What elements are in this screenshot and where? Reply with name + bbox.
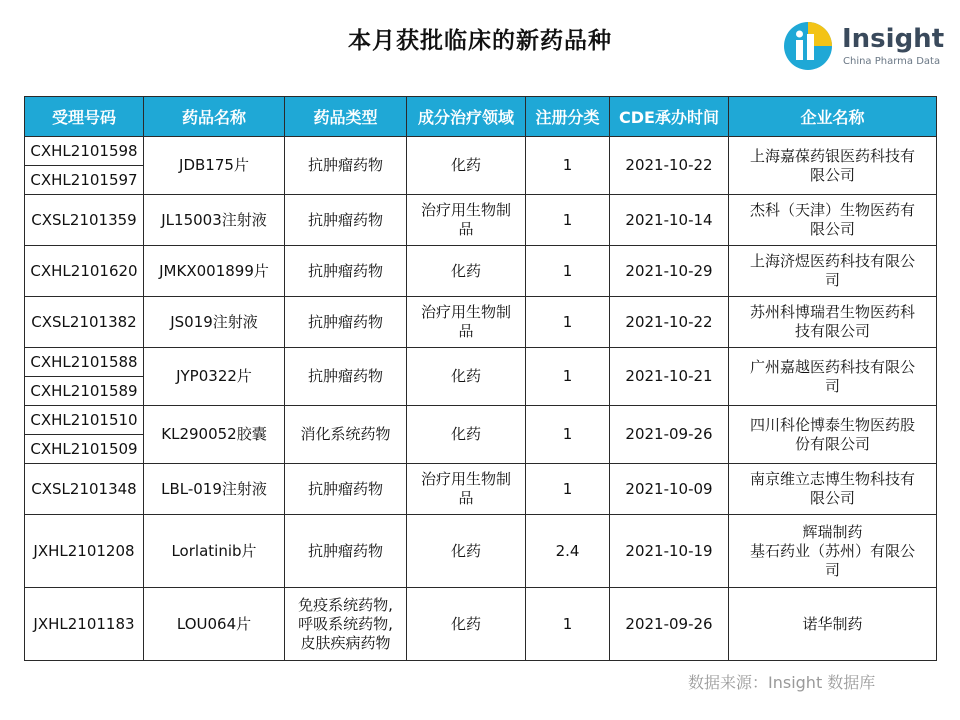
- drug-type-cell: [285, 515, 407, 588]
- cde-date-cell: 2021-10-29: [610, 246, 729, 297]
- drug-type-cell-line: 抗肿瘤药物: [307, 261, 383, 280]
- company-name-cell-line: 技有限公司: [794, 322, 870, 340]
- drug-name-cell: JS019注射液: [144, 297, 285, 348]
- table-row: [25, 464, 937, 515]
- company-name-cell: [729, 515, 937, 588]
- company-name-cell: [729, 195, 937, 246]
- column-header: 药品类型: [285, 97, 407, 137]
- therapeutic-field-cell: [407, 406, 526, 464]
- therapeutic-field-cell-line: 治疗用生物制: [420, 303, 511, 321]
- data-source-note: 数据来源：Insight 数据库: [688, 673, 876, 692]
- company-name-cell-line: 杰科（天津）生物医药有: [749, 201, 915, 219]
- application-number-cell: CXSL2101382: [25, 297, 144, 348]
- therapeutic-field-cell-line: 化药: [450, 156, 481, 174]
- table-row: [25, 195, 937, 246]
- drug-type-cell-line: 抗肿瘤药物: [307, 156, 383, 174]
- application-number-cell: [25, 406, 144, 464]
- page-title: 本月获批临床的新药品种: [348, 28, 612, 54]
- table-row: [25, 515, 937, 588]
- column-header: CDE承办时间: [610, 97, 729, 137]
- table-row: [25, 406, 937, 464]
- application-number: CXHL2101509: [30, 440, 138, 458]
- table-row: [25, 137, 937, 195]
- insight-logo: [782, 18, 945, 72]
- company-name-cell-line: 司: [824, 271, 840, 289]
- application-number-cell: [25, 137, 144, 195]
- drug-type-cell-line: 抗肿瘤药物: [307, 479, 383, 498]
- drug-type-cell: [285, 297, 407, 348]
- registration-class-cell: 1: [526, 195, 610, 246]
- registration-class-cell: 1: [526, 246, 610, 297]
- drug-name-cell: Lorlatinib片: [144, 515, 285, 588]
- registration-class-cell: 2.4: [526, 515, 610, 588]
- application-number: CXHL2101597: [30, 171, 138, 189]
- drug-name-cell: JDB175片: [144, 137, 285, 195]
- drug-name-cell: LOU064片: [144, 588, 285, 661]
- application-number-cell: CXHL2101620: [25, 246, 144, 297]
- column-header: 注册分类: [526, 97, 610, 137]
- insight-logo-icon: [782, 20, 834, 72]
- registration-class-cell: 1: [526, 588, 610, 661]
- application-number-cell: JXHL2101183: [25, 588, 144, 661]
- drug-type-cell-line: 抗肿瘤药物: [307, 210, 383, 229]
- company-name-cell-line: 限公司: [809, 220, 855, 238]
- registration-class-cell: 1: [526, 137, 610, 195]
- therapeutic-field-cell: [407, 246, 526, 297]
- drug-type-cell-line: 抗肿瘤药物: [307, 541, 383, 560]
- drug-type-cell: [285, 588, 407, 661]
- drug-type-cell: [285, 464, 407, 515]
- company-name-cell-line: 辉瑞制药: [802, 522, 863, 541]
- column-header: 药品名称: [144, 97, 285, 137]
- cde-date-cell: 2021-10-09: [610, 464, 729, 515]
- drug-table: [24, 96, 937, 661]
- company-name-cell: [729, 297, 937, 348]
- company-name-cell-line: 限公司: [809, 165, 855, 184]
- therapeutic-field-cell: [407, 588, 526, 661]
- therapeutic-field-cell: [407, 348, 526, 406]
- application-number: CXHL2101588: [25, 348, 143, 377]
- application-number-cell: CXSL2101348: [25, 464, 144, 515]
- therapeutic-field-cell-line: 品: [458, 489, 474, 507]
- company-name-cell-line: 诺华制药: [802, 614, 863, 633]
- company-name-cell-line: 四川科伦博泰生物医药股: [749, 415, 915, 434]
- therapeutic-field-cell-line: 化药: [450, 367, 481, 385]
- drug-type-cell: [285, 246, 407, 297]
- therapeutic-field-cell: [407, 464, 526, 515]
- company-name-cell-line: 上海济煜医药科技有限公: [749, 252, 915, 270]
- company-name-cell: [729, 406, 937, 464]
- company-name-cell: [729, 348, 937, 406]
- drug-type-cell: [285, 195, 407, 246]
- application-number-cell: [25, 348, 144, 406]
- drug-type-cell-line: 呼吸系统药物,: [298, 614, 393, 633]
- drug-name-cell: KL290052胶囊: [144, 406, 285, 464]
- company-name-cell-line: 限公司: [809, 489, 855, 507]
- therapeutic-field-cell-line: 品: [458, 220, 474, 238]
- cde-date-cell: 2021-09-26: [610, 406, 729, 464]
- company-name-cell-line: 司: [824, 560, 840, 579]
- company-name-cell: [729, 588, 937, 661]
- table-row: [25, 348, 937, 406]
- company-name-cell-line: 司: [824, 376, 840, 395]
- cde-date-cell: 2021-10-14: [610, 195, 729, 246]
- therapeutic-field-cell-line: 化药: [450, 614, 481, 633]
- application-number: CXHL2101589: [30, 382, 138, 400]
- therapeutic-field-cell-line: 治疗用生物制: [420, 470, 511, 488]
- company-name-cell: [729, 246, 937, 297]
- drug-type-cell-line: 消化系统药物: [300, 425, 391, 443]
- therapeutic-field-cell: [407, 297, 526, 348]
- therapeutic-field-cell-line: 化药: [450, 261, 481, 280]
- application-number-cell: CXSL2101359: [25, 195, 144, 246]
- drug-name-cell: JL15003注射液: [144, 195, 285, 246]
- column-header: 成分治疗领域: [407, 97, 526, 137]
- cde-date-cell: 2021-10-22: [610, 137, 729, 195]
- application-number-cell: JXHL2101208: [25, 515, 144, 588]
- application-number: CXHL2101598: [25, 137, 143, 166]
- drug-type-cell: [285, 406, 407, 464]
- table-header-row: [25, 97, 937, 137]
- company-name-cell-line: 上海嘉葆药银医药科技有: [749, 146, 915, 165]
- registration-class-cell: 1: [526, 297, 610, 348]
- company-name-cell-line: 广州嘉越医药科技有限公: [749, 357, 915, 376]
- drug-type-cell-line: 免疫系统药物,: [298, 595, 393, 614]
- logo-name: Insight: [842, 24, 945, 54]
- logo-subtitle: China Pharma Data: [843, 56, 941, 67]
- company-name-cell-line: 南京维立志博生物科技有: [749, 470, 915, 488]
- drug-name-cell: LBL-019注射液: [144, 464, 285, 515]
- drug-name-cell: JMKX001899片: [144, 246, 285, 297]
- company-name-cell: [729, 137, 937, 195]
- therapeutic-field-cell: [407, 195, 526, 246]
- drug-type-cell: [285, 137, 407, 195]
- company-name-cell-line: 基石药业（苏州）有限公: [749, 541, 915, 560]
- cde-date-cell: 2021-10-21: [610, 348, 729, 406]
- drug-type-cell-line: 皮肤疾病药物: [300, 633, 391, 652]
- table-row: [25, 588, 937, 661]
- table-row: [25, 297, 937, 348]
- table-row: [25, 246, 937, 297]
- therapeutic-field-cell: [407, 515, 526, 588]
- cde-date-cell: 2021-10-22: [610, 297, 729, 348]
- drug-name-cell: JYP0322片: [144, 348, 285, 406]
- company-name-cell: [729, 464, 937, 515]
- company-name-cell-line: 份有限公司: [794, 434, 870, 453]
- drug-type-cell-line: 抗肿瘤药物: [307, 367, 383, 385]
- therapeutic-field-cell-line: 品: [458, 322, 474, 340]
- drug-type-cell: [285, 348, 407, 406]
- therapeutic-field-cell: [407, 137, 526, 195]
- column-header: 受理号码: [25, 97, 144, 137]
- registration-class-cell: 1: [526, 406, 610, 464]
- application-number: CXHL2101510: [25, 406, 143, 435]
- registration-class-cell: 1: [526, 348, 610, 406]
- column-header: 企业名称: [729, 97, 937, 137]
- therapeutic-field-cell-line: 治疗用生物制: [420, 201, 511, 219]
- therapeutic-field-cell-line: 化药: [450, 541, 481, 560]
- cde-date-cell: 2021-10-19: [610, 515, 729, 588]
- cde-date-cell: 2021-09-26: [610, 588, 729, 661]
- company-name-cell-line: 苏州科博瑞君生物医药科: [749, 303, 915, 321]
- therapeutic-field-cell-line: 化药: [450, 425, 481, 443]
- registration-class-cell: 1: [526, 464, 610, 515]
- drug-type-cell-line: 抗肿瘤药物: [307, 312, 383, 331]
